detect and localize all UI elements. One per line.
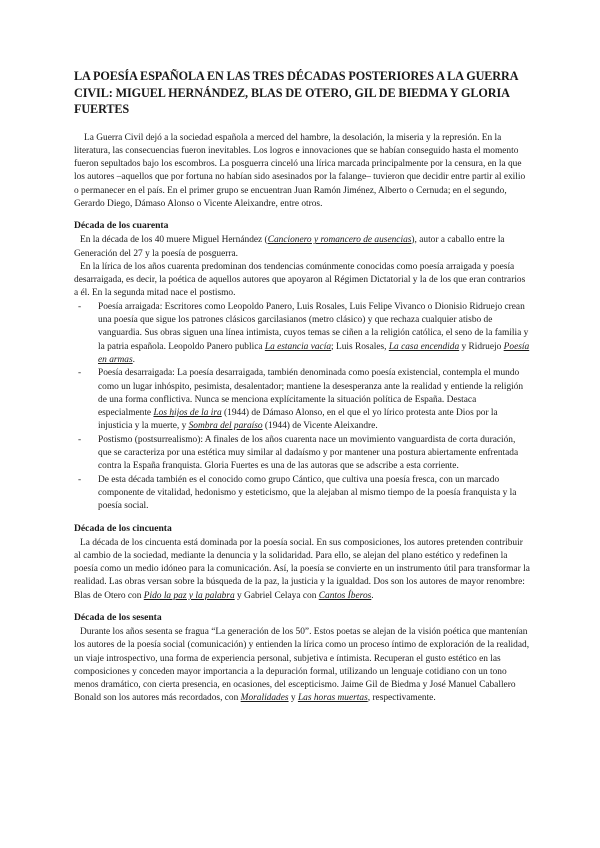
paragraph-tendencias: En la lírica de los años cuarenta predominan dos tendencias comúnmente conocidas como poesía arraigada y poesía desarraigada, es decir, la poética de aquellos autores que apoyaron al Régimen Dictatorial y la de los que eran contrarios a él. En la segunda mitad nace el postismo.	[74, 261, 526, 299]
list-item-desarraigada: - Poesía desarraigada: La poesía desarraigada, también denominada como poesía existencial, contempla el mundo como un lugar inhóspito, pesimista, desalentador; mantiene la desesperanza ante la realidad y entiende la religión de una forma conflictiva. Nunca se menciona explícitamente la situación política de España. Destaca especialmente Los hijos de la ira (1944) de Dámaso Alonso, en el que el yo lírico protesta ante Dios por la injusticia y la muerte, y Sombra del paraíso (1944) de Vicente Aleixandre.	[98, 367, 530, 433]
document-title: LA POESÍA ESPAÑOLA EN LAS TRES DÉCADAS POSTERIORES A LA GUERRA CIVIL: MIGUEL HERNÁNDEZ, BLAS DE OTERO, GIL DE BIEDMA Y GLORIA FUERTES	[74, 69, 518, 116]
work-title: La casa encendida	[388, 341, 460, 352]
work-title: Cancionero y romancero de ausencias	[267, 235, 412, 246]
work-title: Sombra del paraíso	[188, 421, 263, 432]
work-title: Moralidades	[240, 693, 289, 704]
paragraph-hernandez: En la década de los 40 muere Miguel Hernández (Cancionero y romancero de ausencias), autor a caballo entre la Generación del 27 y la poesía de posguerra.	[74, 235, 505, 259]
section-heading-cuarenta: Década de los cuarenta	[74, 220, 169, 232]
tendencias-list	[74, 301, 530, 514]
work-title: La estancia vacía	[264, 341, 332, 352]
section-heading-sesenta: Década de los sesenta	[74, 612, 162, 623]
section-heading-cincuenta: Década de los cincuenta	[74, 522, 172, 534]
work-title: Cantos Íberos	[318, 590, 372, 601]
intro-paragraph: La Guerra Civil dejó a la sociedad española a merced del hambre, la desolación, la miseria y la represión. En la literatura, las consecuencias fueron inevitables. Los logros e innovaciones que se habían conseguido hasta el momento fueron sepultados bajo los escombros. La posguerra cinceló una lírica marcada principalmente por la censura, en la que los autores –aquellos que por fortuna no habían sido asesinados por la falange– tuvieron que decidir entre partir al exilio o permanecer en el país. En el primer grupo se encuentran Juan Ramón Jiménez, Alberto o Cernuda; en el segundo, Gerardo Diego, Dámaso Alonso o Vicente Aleixandre, entre otros.	[74, 132, 526, 209]
list-item-cantico: - De esta década también es el conocido como grupo Cántico, que cultiva una poesía fresca, con un marcado componente de vitalidad, hedonismo y esteticismo, que la alejaban al mismo tiempo de la poesía franquista y la poesía social.	[98, 474, 530, 514]
paragraph-sesenta: Durante los años sesenta se fragua “La generación de los 50”. Estos poetas se alejan de la visión poética que mantenían los autores de la poesía social (comunicación) y entienden la lírica como un proceso íntimo de exploración de la realidad, un viaje introspectivo, una forma de experiencia personal, subjetiva e íntimista. Recuperan el gusto estético en las composiciones y conceden mayor importancia a la depuración formal, utilizando un lenguaje cotidiano con un tono menos dramático, con cierta presencia, en ocasiones, del escepticismo. Jaime Gil de Biedma y José Manuel Caballero Bonald son los autores más recordados, con Moralidades y Las horas muertas, respectivamente.	[74, 627, 530, 704]
work-title: Poesía en armas	[98, 341, 530, 365]
work-title: Los hijos de la ira	[153, 408, 222, 419]
work-title: Las horas muertas	[297, 693, 368, 704]
list-item-arraigada: - Poesía arraigada: Escritores como Leopoldo Panero, Luis Rosales, Luis Felipe Vivanco o Dionisio Ridruejo crean una poesía que sigue los patrones clásicos garcilasianos (metro clásico) y que rechaza cualquier atisbo de vanguardia. Sus obras siguen una línea intimista, cuyos temas se ciñen a la religión católica, el seno de la familia y la patria española. Leopoldo Panero publica La estancia vacía; Luis Rosales, La casa encendida y Ridruejo Poesía en armas.	[98, 301, 530, 367]
list-item-postismo: - Postismo (postsurrealismo): A finales de los años cuarenta nace un movimiento vanguardista de corta duración, que se caracteriza por una estética muy similar al dadaísmo y por mantener una postura abiertamente enfrentada contra la España franquista. Gloria Fuertes es una de las autoras que se adscribe a esta corriente.	[98, 434, 530, 474]
work-title: Pido la paz y la palabra	[143, 590, 235, 601]
paragraph-cincuenta: La década de los cincuenta está dominada por la poesía social. En sus composiciones, los autores pretenden contribuir al cambio de la sociedad, mediante la denuncia y la solidaridad. Para ello, se alejan del plano estético y redefinen la poesía como un medio idóneo para la comunicación. Así, la poesía se convierte en un instrumento útil para transformar la realidad. Las obras versan sobre la búsqueda de la paz, la justicia y la igualdad. Dos son los autores de mayor renombre: Blas de Otero con Pido la paz y la palabra y Gabriel Celaya con Cantos Íberos.	[74, 537, 530, 601]
